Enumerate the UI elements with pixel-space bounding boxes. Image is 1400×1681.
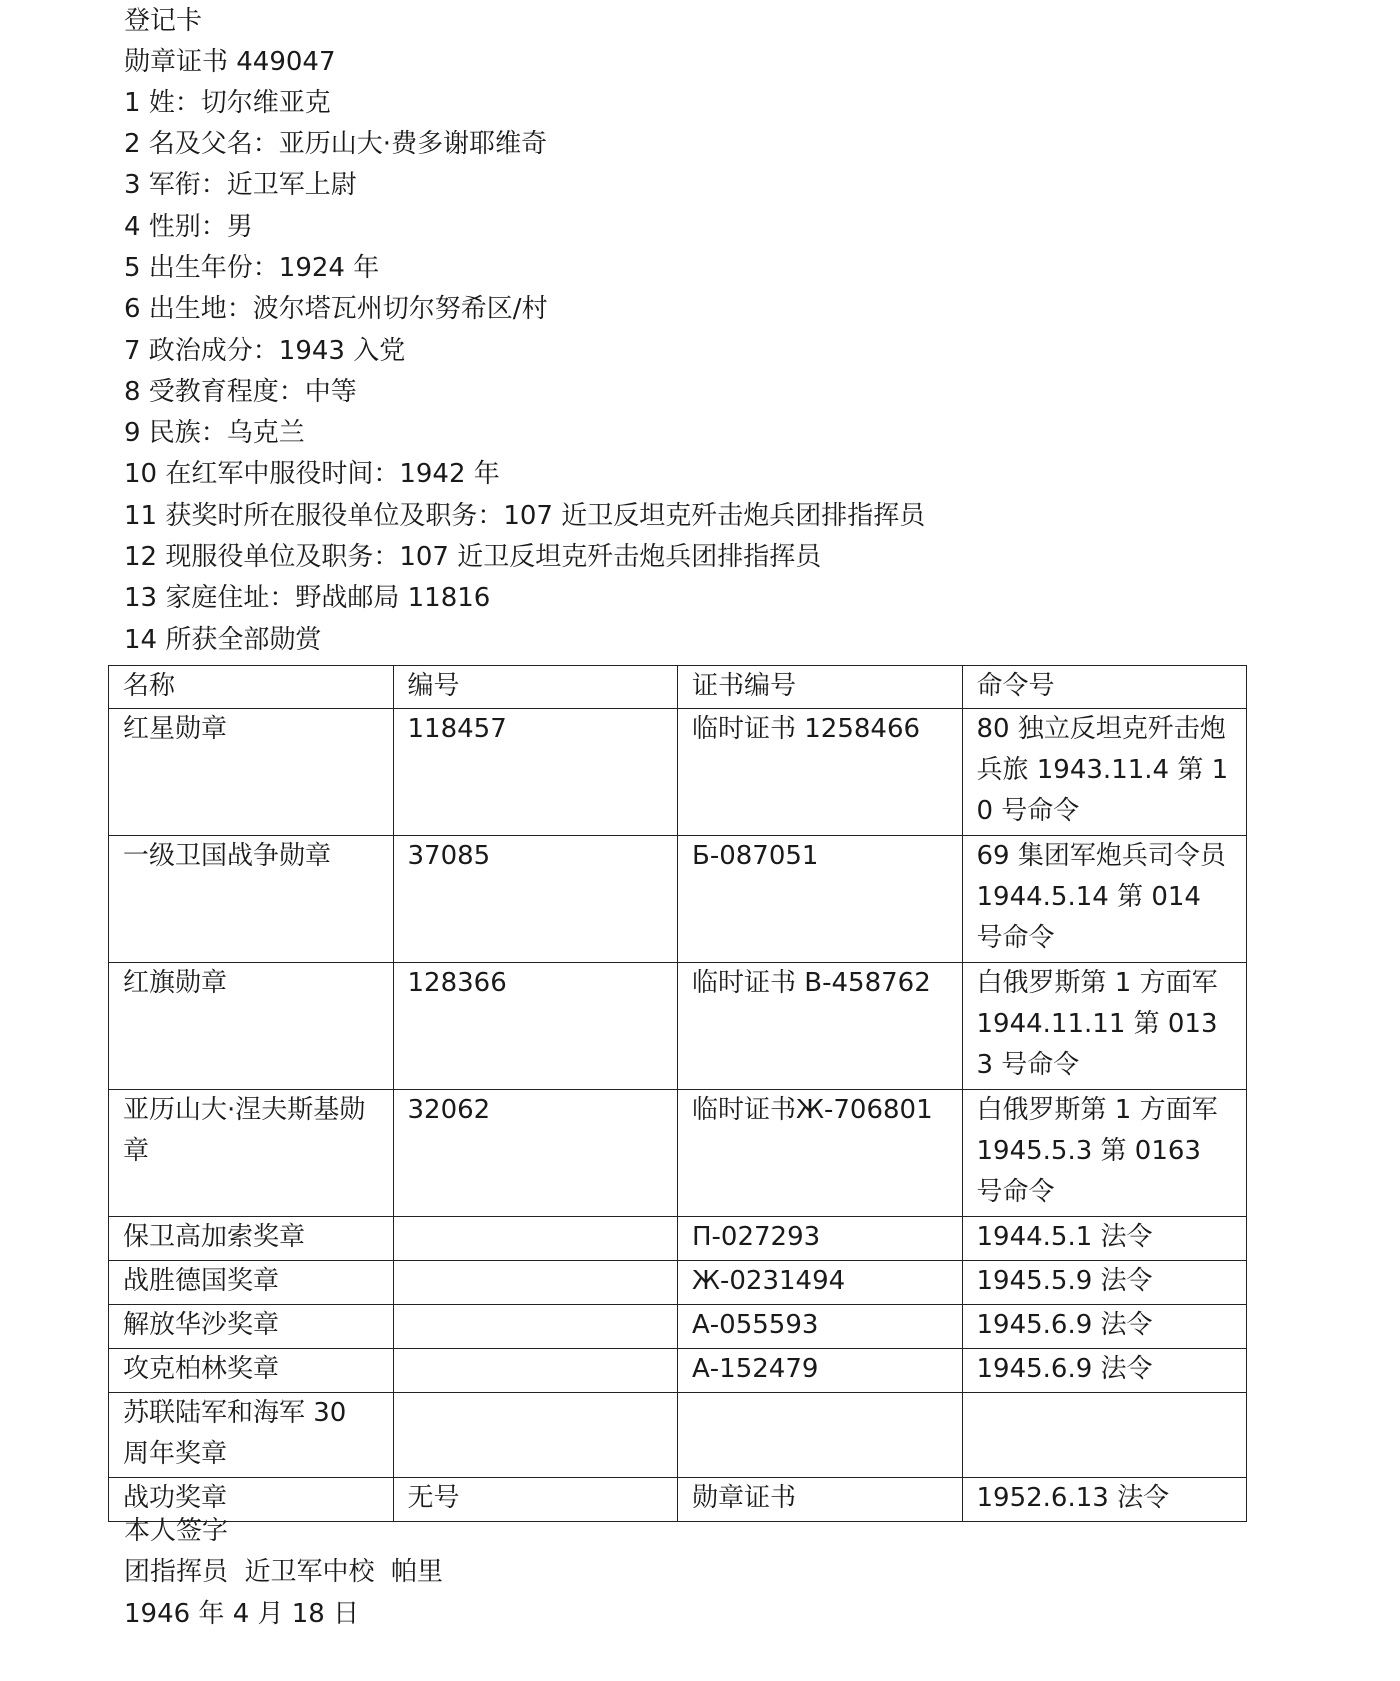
field-gender: 4 性别：男 [124,212,253,242]
cell-order: 1952.6.13 法令 [962,1478,1247,1522]
cell-certificate: Ж-0231494 [678,1261,963,1305]
table-row [109,1478,1247,1522]
field-birth-year: 5 出生年份：1924 年 [124,253,380,283]
field-education: 8 受教育程度：中等 [124,377,357,407]
card-title: 登记卡 [124,6,203,36]
cell-order: 白俄罗斯第 1 方面军 1945.5.3 第 0163 号命令 [962,1090,1247,1217]
table-row [109,1393,1247,1478]
cell-order [962,1393,1247,1478]
table-header-row [109,666,1247,709]
field-awards-heading: 14 所获全部勋赏 [124,625,322,655]
cell-order: 1945.6.9 法令 [962,1349,1247,1393]
cell-order: 1944.5.1 法令 [962,1217,1247,1261]
cell-certificate: Б-087051 [678,836,963,963]
field-party: 7 政治成分：1943 入党 [124,336,406,366]
field-service-start: 10 在红军中服役时间：1942 年 [124,459,500,489]
cell-name: 解放华沙奖章 [109,1305,394,1349]
cell-name: 战功奖章 [109,1478,394,1522]
signer-line: 团指挥员 近卫军中校 帕里 [124,1557,444,1587]
cell-order: 白俄罗斯第 1 方面军 1944.11.11 第 0133 号命令 [962,963,1247,1090]
cell-order: 1945.6.9 法令 [962,1305,1247,1349]
cell-number: 32062 [393,1090,678,1217]
cell-certificate: А-152479 [678,1349,963,1393]
cell-certificate: П-027293 [678,1217,963,1261]
table-row [109,836,1247,963]
field-rank: 3 军衔：近卫军上尉 [124,170,357,200]
field-unit-at-award: 11 获奖时所在服役单位及职务：107 近卫反坦克歼击炮兵团排指挥员 [124,501,926,531]
table-row [109,1261,1247,1305]
cell-name: 战胜德国奖章 [109,1261,394,1305]
cell-name: 攻克柏林奖章 [109,1349,394,1393]
cell-name: 苏联陆军和海军 30 周年奖章 [109,1393,394,1478]
field-current-unit: 12 现服役单位及职务：107 近卫反坦克歼击炮兵团排指挥员 [124,542,822,572]
table-row [109,1217,1247,1261]
signature-label: 本人签字 [124,1516,229,1546]
medal-certificate-number: 勋章证书 449047 [124,47,336,77]
cell-name: 保卫高加索奖章 [109,1217,394,1261]
cell-number [393,1393,678,1478]
cell-name: 一级卫国战争勋章 [109,836,394,963]
cell-certificate: 临时证书 1258466 [678,709,963,836]
table-row [109,709,1247,836]
header-number: 编号 [393,666,678,709]
cell-certificate: 勋章证书 [678,1478,963,1522]
cell-number [393,1305,678,1349]
cell-name: 红旗勋章 [109,963,394,1090]
cell-name: 亚历山大·涅夫斯基勋章 [109,1090,394,1217]
cell-name: 红星勋章 [109,709,394,836]
header-certificate: 证书编号 [678,666,963,709]
table-row [109,1090,1247,1217]
field-surname: 1 姓：切尔维亚克 [124,88,331,118]
cell-order: 1945.5.9 法令 [962,1261,1247,1305]
cell-certificate [678,1393,963,1478]
cell-number [393,1261,678,1305]
cell-number: 37085 [393,836,678,963]
header-name: 名称 [109,666,394,709]
awards-table [108,665,1247,1522]
cell-certificate: А-055593 [678,1305,963,1349]
table-row [109,1349,1247,1393]
table-row [109,1305,1247,1349]
cell-number [393,1349,678,1393]
field-name-patronymic: 2 名及父名：亚历山大·费多谢耶维奇 [124,129,548,159]
cell-number [393,1217,678,1261]
field-ethnicity: 9 民族：乌克兰 [124,418,305,448]
cell-order: 80 独立反坦克歼击炮兵旅 1943.11.4 第 10 号命令 [962,709,1247,836]
cell-certificate: 临时证书 В-458762 [678,963,963,1090]
table-row [109,963,1247,1090]
field-birthplace: 6 出生地：波尔塔瓦州切尔努希区/村 [124,294,548,324]
cell-number: 128366 [393,963,678,1090]
cell-certificate: 临时证书Ж-706801 [678,1090,963,1217]
cell-number: 118457 [393,709,678,836]
cell-order: 69 集团军炮兵司令员 1944.5.14 第 014 号命令 [962,836,1247,963]
cell-number: 无号 [393,1478,678,1522]
header-order: 命令号 [962,666,1247,709]
field-address: 13 家庭住址：野战邮局 11816 [124,583,491,613]
document-date: 1946 年 4 月 18 日 [124,1599,360,1629]
